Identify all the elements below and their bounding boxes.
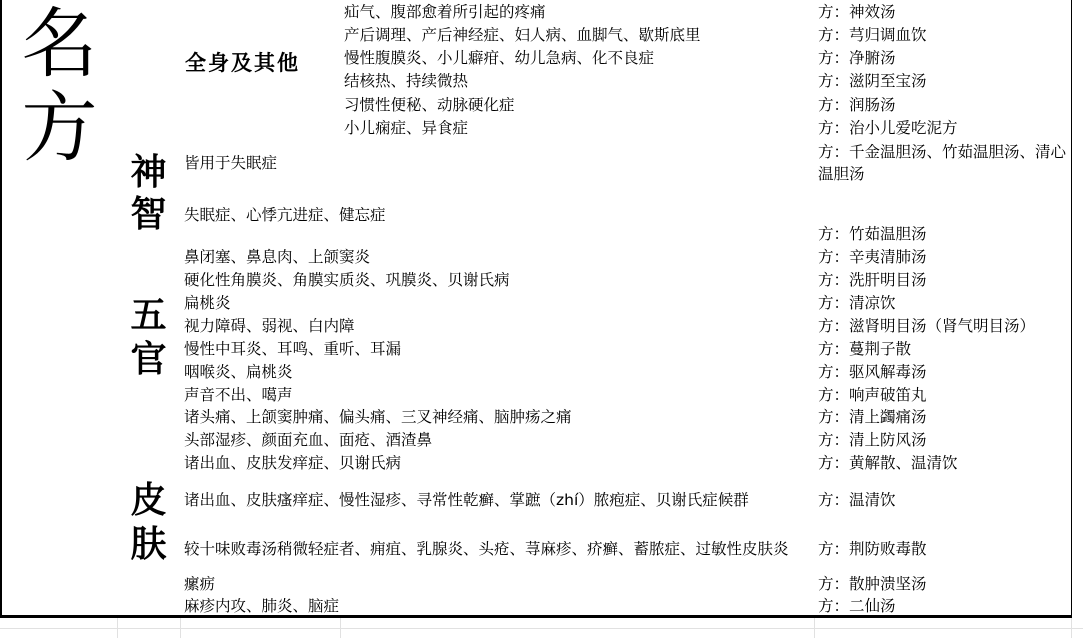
indication-text: 失眠症、心悸亢进症、健忘症 bbox=[184, 206, 386, 224]
formula-cell[interactable] bbox=[814, 572, 1072, 596]
formula-cell[interactable] bbox=[814, 185, 1072, 246]
indication-cell[interactable] bbox=[180, 428, 815, 452]
group-cell-empty[interactable] bbox=[117, 0, 181, 141]
formula-text: 方：散肿溃坚汤 bbox=[818, 574, 927, 593]
group-cell-senses[interactable] bbox=[117, 245, 181, 429]
formula-text: 方：辛夷清肺汤 bbox=[818, 247, 927, 266]
indication-cell[interactable] bbox=[340, 116, 815, 141]
formula-cell[interactable] bbox=[814, 69, 1072, 94]
indication-cell[interactable] bbox=[340, 69, 815, 94]
formula-cell[interactable] bbox=[814, 0, 1072, 24]
formula-text: 方：驱风解毒汤 bbox=[818, 362, 927, 381]
main-category-cell[interactable] bbox=[0, 0, 118, 617]
main-category-label: 名方 bbox=[21, 0, 98, 172]
indication-cell[interactable] bbox=[340, 0, 815, 24]
formula-cell[interactable] bbox=[814, 314, 1072, 338]
indication-text: 声音不出、噶声 bbox=[184, 385, 293, 404]
indication-text: 诸头痛、上颌窦肿痛、偏头痛、三叉神经痛、脑肿疡之痛 bbox=[184, 408, 572, 426]
formula-cell[interactable] bbox=[814, 140, 1072, 186]
formula-text: 方：温清饮 bbox=[818, 490, 896, 509]
formula-text: 方：洗肝明目汤 bbox=[818, 270, 927, 289]
indication-cell[interactable] bbox=[180, 291, 815, 315]
indication-cell[interactable] bbox=[180, 360, 815, 384]
indication-text: 视力障碍、弱视、白内障 bbox=[184, 316, 355, 335]
formula-text: 方：芎归调血饮 bbox=[818, 25, 927, 44]
formula-text: 方：清上防风汤 bbox=[818, 430, 927, 449]
indication-text: 诸出血、皮肤发痒症、贝谢氏病 bbox=[184, 453, 402, 472]
group-label-general: 全身及其他 bbox=[185, 50, 300, 75]
group-cell-mind[interactable] bbox=[117, 140, 181, 246]
indication-cell[interactable] bbox=[180, 140, 815, 186]
formula-cell[interactable] bbox=[814, 93, 1072, 117]
indication-text: 扁桃炎 bbox=[184, 293, 231, 312]
indication-text: 产后调理、产后神经症、妇人病、血脚气、歇斯底里 bbox=[344, 25, 701, 44]
formula-text: 方：润肠汤 bbox=[818, 95, 896, 114]
indication-text: 皆用于失眠症 bbox=[184, 153, 278, 172]
indication-text: 瘰疬 bbox=[184, 574, 216, 593]
group-cell-general[interactable] bbox=[180, 0, 341, 141]
table-bottom-border bbox=[0, 615, 1072, 618]
indication-cell[interactable] bbox=[180, 383, 815, 407]
formula-cell[interactable] bbox=[814, 268, 1072, 292]
formula-text: 方：神效汤 bbox=[818, 2, 896, 21]
indication-text: 硬化性角膜炎、角膜实质炎、巩膜炎、贝谢氏病 bbox=[184, 270, 510, 289]
indication-text: 诸出血、皮肤瘙痒症、慢性湿疹、寻常性乾癣、掌蹠（zhí）脓疱症、贝谢氏症候群 bbox=[184, 490, 749, 509]
formula-cell[interactable] bbox=[814, 337, 1072, 361]
indication-text: 结核热、持续微热 bbox=[344, 72, 469, 90]
indication-cell[interactable] bbox=[180, 595, 815, 617]
formula-cell[interactable] bbox=[814, 116, 1072, 141]
indication-cell[interactable] bbox=[180, 474, 815, 526]
indication-text: 较十味败毒汤稍微轻症者、痈疽、乳腺炎、头疮、荨麻疹、疥癣、蓄脓症、过敏性皮肤炎 bbox=[184, 539, 789, 558]
formula-cell[interactable] bbox=[814, 525, 1072, 573]
indication-text: 疝气、腹部愈着所引起的疼痛 bbox=[344, 2, 546, 21]
formula-text: 方：响声破笛丸 bbox=[818, 385, 927, 404]
group-label-skin: 皮肤 bbox=[130, 479, 167, 565]
indication-cell[interactable] bbox=[180, 572, 815, 596]
formula-text: 方：清上蠲痛汤 bbox=[818, 408, 927, 426]
indication-text: 习惯性便秘、动脉硬化症 bbox=[344, 95, 515, 114]
group-cell-skin[interactable] bbox=[117, 428, 181, 617]
indication-cell[interactable] bbox=[180, 406, 815, 429]
indication-cell[interactable] bbox=[180, 314, 815, 338]
formula-cell[interactable] bbox=[814, 46, 1072, 70]
group-label-mind: 神智 bbox=[130, 150, 167, 235]
formula-cell[interactable] bbox=[814, 595, 1072, 617]
formula-cell[interactable] bbox=[814, 23, 1072, 47]
formula-text: 方：黄解散、温清饮 bbox=[818, 453, 958, 472]
indication-cell[interactable] bbox=[180, 525, 815, 573]
indication-cell[interactable] bbox=[180, 245, 815, 269]
formula-text: 方：竹茹温胆汤 bbox=[818, 225, 927, 243]
indication-text: 麻疹内攻、肺炎、脑症 bbox=[184, 596, 340, 615]
formula-cell[interactable] bbox=[814, 360, 1072, 384]
indication-text: 鼻闭塞、鼻息肉、上颌窦炎 bbox=[184, 247, 371, 266]
formula-cell[interactable] bbox=[814, 291, 1072, 315]
indication-cell[interactable] bbox=[340, 46, 815, 70]
formula-text: 方：滋肾明目汤（肾气明目汤） bbox=[818, 316, 1036, 335]
indication-text: 小儿痫症、异食症 bbox=[344, 119, 469, 137]
indication-cell[interactable] bbox=[180, 337, 815, 361]
formula-cell[interactable] bbox=[814, 474, 1072, 526]
formula-text: 方：蔓荆子散 bbox=[818, 339, 912, 358]
formula-text: 方：二仙汤 bbox=[818, 596, 896, 615]
formula-text: 方：净腑汤 bbox=[818, 48, 896, 67]
formula-text: 方：荆防败毒散 bbox=[818, 539, 927, 558]
indication-cell[interactable] bbox=[180, 451, 815, 475]
indication-cell[interactable] bbox=[340, 93, 815, 117]
group-label-senses: 五官 bbox=[130, 293, 167, 380]
formula-cell[interactable] bbox=[814, 428, 1072, 452]
formula-text: 方：治小儿爱吃泥方 bbox=[818, 119, 958, 137]
indication-text: 咽喉炎、扁桃炎 bbox=[184, 362, 293, 381]
formula-text: 方：清凉饮 bbox=[818, 293, 896, 312]
formula-cell[interactable] bbox=[814, 406, 1072, 429]
indication-cell[interactable] bbox=[340, 23, 815, 47]
formula-text: 方：滋阴至宝汤 bbox=[818, 72, 927, 90]
formula-cell[interactable] bbox=[814, 245, 1072, 269]
indication-text: 慢性中耳炎、耳鸣、重听、耳漏 bbox=[184, 339, 402, 358]
indication-text: 慢性腹膜炎、小儿癖疳、幼儿急病、化不良症 bbox=[344, 48, 655, 67]
indication-cell[interactable] bbox=[180, 185, 815, 246]
formula-cell[interactable] bbox=[814, 451, 1072, 475]
indication-text: 头部湿疹、颜面充血、面疮、酒渣鼻 bbox=[184, 430, 433, 449]
indication-cell[interactable] bbox=[180, 268, 815, 292]
formula-cell[interactable] bbox=[814, 383, 1072, 407]
formula-text: 方：千金温胆汤、竹茹温胆汤、清心温胆汤 bbox=[818, 142, 1067, 183]
gridline bbox=[0, 628, 1083, 629]
